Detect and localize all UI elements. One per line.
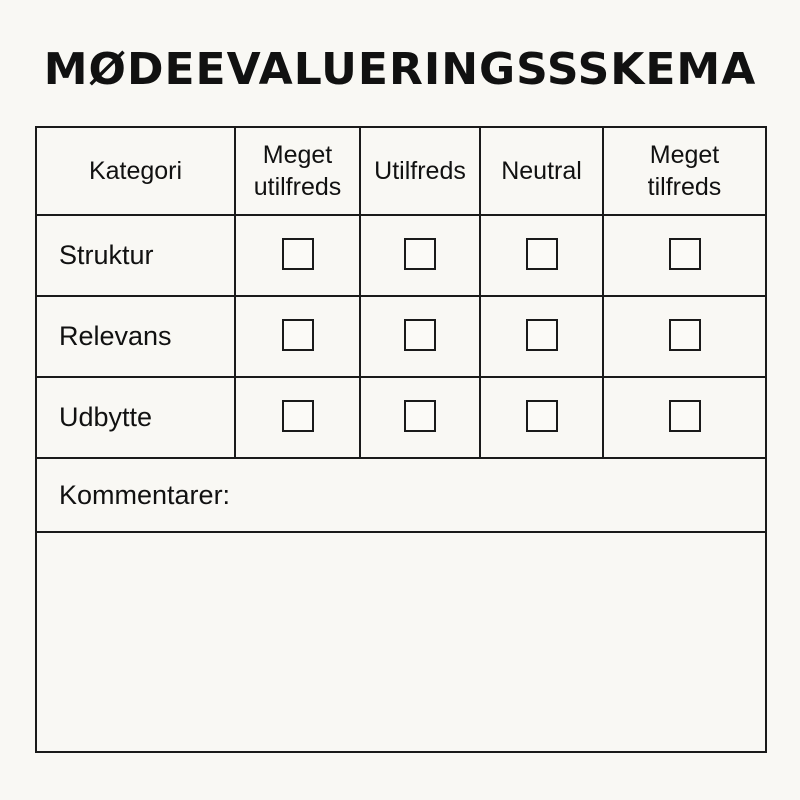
checkbox-udbytte-very-dissatisfied[interactable] [282,400,314,432]
rating-row-struktur [36,215,766,296]
cell-udbytte-very-dissatisfied [235,377,360,458]
column-header-category-label: Kategori [88,157,183,185]
cell-udbytte-neutral [480,377,603,458]
checkbox-struktur-very-dissatisfied[interactable] [282,238,314,270]
comments-area-row [36,532,766,752]
comments-label-row [36,458,766,532]
cell-relevans-very-dissatisfied [235,296,360,377]
checkbox-relevans-very-satisfied[interactable] [669,319,701,351]
checkbox-udbytte-neutral[interactable] [526,400,558,432]
checkbox-udbytte-dissatisfied[interactable] [404,400,436,432]
cell-struktur-very-dissatisfied [235,215,360,296]
evaluation-table [35,126,767,753]
checkbox-relevans-dissatisfied[interactable] [404,319,436,351]
row-label-udbytte: Udbytte [36,377,235,458]
checkbox-udbytte-very-satisfied[interactable] [669,400,701,432]
column-header-very-dissatisfied [235,127,360,215]
rating-row-udbytte [36,377,766,458]
cell-udbytte-very-satisfied [603,377,766,458]
checkbox-struktur-neutral[interactable] [526,238,558,270]
rating-row-relevans [36,296,766,377]
comments-textarea[interactable] [37,533,765,751]
column-header-category [36,127,235,215]
comments-area-cell [36,532,766,752]
cell-relevans-dissatisfied [360,296,480,377]
checkbox-struktur-dissatisfied[interactable] [404,238,436,270]
column-header-dissatisfied-label: Utilfreds [374,157,466,185]
cell-struktur-very-satisfied [603,215,766,296]
checkbox-relevans-very-dissatisfied[interactable] [282,319,314,351]
row-label-relevans: Relevans [36,296,235,377]
cell-relevans-neutral [480,296,603,377]
page-title: MØDEEVALUERINGSSSKEMA [43,44,757,95]
column-header-very-dissatisfied-line2: utilfreds [253,173,342,201]
comments-label: Kommentarer: [36,458,766,532]
cell-relevans-very-satisfied [603,296,766,377]
cell-udbytte-dissatisfied [360,377,480,458]
column-header-very-satisfied [603,127,766,215]
column-header-very-satisfied-line1: Meget [649,141,720,169]
column-header-neutral-label: Neutral [501,157,582,185]
checkbox-struktur-very-satisfied[interactable] [669,238,701,270]
column-header-very-dissatisfied-line1: Meget [262,141,333,169]
column-header-very-satisfied-line2: tilfreds [647,173,722,201]
header-row [36,127,766,215]
checkbox-relevans-neutral[interactable] [526,319,558,351]
row-label-struktur: Struktur [36,215,235,296]
cell-struktur-neutral [480,215,603,296]
column-header-neutral [480,127,603,215]
column-header-dissatisfied [360,127,480,215]
cell-struktur-dissatisfied [360,215,480,296]
